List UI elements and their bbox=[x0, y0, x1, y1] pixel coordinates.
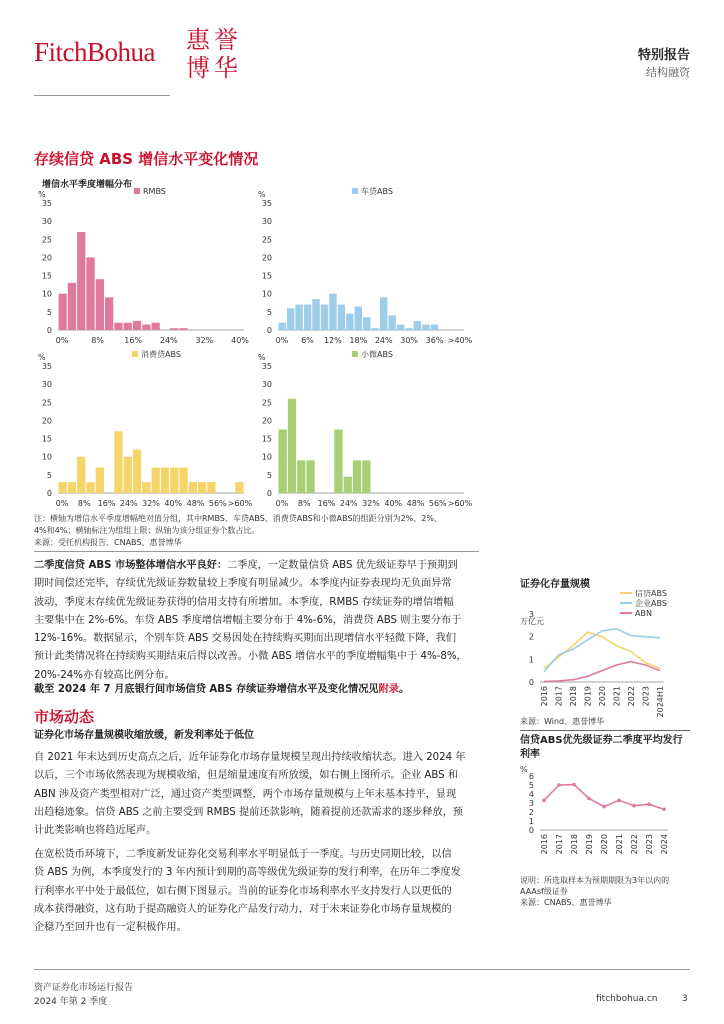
y-tick-label: 20 bbox=[261, 253, 272, 263]
paragraph-line: 12%-16%。数据显示，个别车贷 ABS 交易因处在持续购买期而出现增信水平轻微下降，我们 bbox=[34, 633, 457, 645]
paragraph-line: ABN 涉及资产类型相对广泛，通过资产类型调整，两个市场存量规模与上年末基本持平，显现 bbox=[34, 788, 457, 800]
legend-label: ABN bbox=[635, 609, 652, 618]
y-tick-label: 5 bbox=[46, 307, 52, 317]
histogram-bar bbox=[235, 482, 243, 493]
x-tick-label: 24% bbox=[119, 499, 138, 508]
histogram-bar bbox=[422, 325, 429, 330]
data-point bbox=[587, 797, 591, 801]
histogram-bar bbox=[295, 305, 302, 330]
x-tick-label: 2017 bbox=[555, 834, 564, 855]
y-tick-label: 0 bbox=[528, 826, 534, 835]
chart-note-line2: 4%和4%；横轴标注为组组上限；纵轴为该分组证券个数占比。 bbox=[34, 526, 260, 535]
x-tick-label: 2020 bbox=[598, 686, 607, 707]
rate-chart-title: 信贷ABS优先级证券二季度平均发行利率 bbox=[520, 735, 683, 760]
enhancement-paragraph bbox=[34, 557, 479, 685]
data-point bbox=[557, 783, 561, 787]
y-tick-label: 3 bbox=[528, 799, 534, 808]
x-tick-label: 2024 bbox=[660, 834, 669, 855]
rate-chart-note2: AAAsf级证券 bbox=[520, 887, 568, 896]
paragraph-line: 二季度，一定数量信贷 ABS 优先级证券早于预期到 bbox=[227, 560, 458, 571]
histogram-bar bbox=[363, 317, 370, 330]
x-tick-label: 16% bbox=[317, 499, 336, 508]
y-tick-label: 15 bbox=[41, 434, 52, 444]
footer-period: 2024 年第 2 季度 bbox=[34, 997, 108, 1007]
paragraph-line: 企稳乃至回升也有一定积极作用。 bbox=[34, 922, 187, 934]
series-line bbox=[544, 662, 660, 682]
page-number: 3 bbox=[682, 994, 688, 1004]
histogram-bar bbox=[338, 305, 345, 330]
legend-label: RMBS bbox=[143, 187, 166, 196]
histogram-bar bbox=[329, 294, 336, 330]
logo-divider bbox=[34, 95, 170, 96]
y-tick-label: 35 bbox=[41, 199, 52, 208]
x-tick-label: 0% bbox=[55, 499, 69, 508]
x-tick-label: 2022 bbox=[627, 686, 636, 707]
x-tick-label: 8% bbox=[91, 336, 104, 345]
y-axis-unit: % bbox=[38, 353, 46, 362]
chart-source: 来源：受托机构报告、CNABS、惠誉博华 bbox=[34, 538, 182, 547]
histogram-bar bbox=[59, 482, 67, 493]
appendix-reference bbox=[34, 681, 479, 699]
histogram-bar bbox=[321, 305, 328, 330]
market-paragraph-2 bbox=[34, 846, 479, 937]
y-tick-label: 10 bbox=[261, 289, 272, 299]
histogram-bar bbox=[287, 308, 294, 330]
histogram-bar bbox=[431, 325, 438, 330]
histogram-bar bbox=[105, 297, 113, 330]
paragraph-line: 出趋稳迹象。信贷 ABS 之前主要受到 RMBS 提前还款影响，随着提前还款需求的逐步释放，预 bbox=[34, 806, 464, 818]
paragraph-line: 贷 ABS 为例，本季度发行的 3 年内预计到期的高等级优先级证券的发行利率，在历年二季度发 bbox=[34, 867, 461, 879]
paragraph-line: 行利率水平中处于最低位，如右侧下图显示。当前的证券化市场利率水平支持发行人以更低的 bbox=[34, 885, 452, 897]
x-tick-label: 2018 bbox=[570, 834, 579, 855]
paragraph-line: 主要集中在 2%-6%。车贷 ABS 季度增信增幅主要分布于 4%-6%，消费贷 ABS 则主要分布于 bbox=[34, 614, 462, 626]
x-tick-label: 2021 bbox=[612, 686, 622, 707]
histogram-bar bbox=[288, 399, 296, 493]
y-tick-label: 25 bbox=[41, 398, 52, 408]
section-title-enhancement: 存续信贷 ABS 增信水平变化情况 bbox=[34, 150, 259, 168]
histogram-bar bbox=[77, 232, 85, 330]
histogram-bar bbox=[152, 468, 160, 493]
y-tick-label: 20 bbox=[261, 416, 272, 426]
y-tick-label: 30 bbox=[261, 380, 272, 390]
legend-swatch bbox=[352, 351, 358, 357]
y-tick-label: 2 bbox=[528, 808, 534, 817]
stock-size-chart bbox=[516, 590, 692, 718]
histogram-bar bbox=[405, 328, 412, 330]
x-tick-label: 18% bbox=[349, 336, 368, 345]
chart-group-title: 增信水平季度增幅分布 bbox=[42, 180, 133, 190]
x-tick-label: 2021 bbox=[615, 834, 624, 855]
histogram-bar bbox=[86, 482, 94, 493]
histogram-bar bbox=[133, 321, 141, 330]
x-tick-label: 2023 bbox=[641, 686, 651, 707]
histogram-bar bbox=[304, 305, 311, 330]
company-logo: FitchBohua bbox=[34, 37, 155, 67]
histogram-bar bbox=[372, 328, 379, 330]
y-tick-label: 5 bbox=[528, 781, 534, 790]
section-subtitle: 证券化市场存量规模收缩放缓，新发利率处于低位 bbox=[34, 730, 254, 741]
y-tick-label: 0 bbox=[46, 489, 52, 498]
histogram-bar bbox=[362, 460, 370, 493]
x-tick-label: >60% bbox=[447, 499, 473, 508]
histogram-bar bbox=[59, 294, 67, 330]
y-axis-unit: 万亿元 bbox=[520, 617, 544, 626]
x-tick-label: >60% bbox=[227, 499, 253, 508]
x-tick-label: 0% bbox=[275, 336, 289, 345]
x-tick-label: 6% bbox=[301, 336, 314, 345]
y-tick-label: 0 bbox=[266, 489, 272, 498]
histogram-bar bbox=[96, 468, 104, 493]
x-tick-label: 2019 bbox=[585, 834, 594, 855]
y-tick-label: 25 bbox=[261, 235, 272, 245]
histogram-bar bbox=[124, 457, 132, 493]
histogram-bar bbox=[279, 323, 286, 330]
x-tick-label: 48% bbox=[406, 499, 425, 508]
footer-divider bbox=[34, 969, 690, 970]
legend-swatch bbox=[352, 188, 358, 194]
histogram-bar bbox=[179, 328, 187, 330]
histogram-bar bbox=[179, 468, 187, 493]
y-tick-label: 30 bbox=[41, 217, 52, 227]
y-tick-label: 25 bbox=[261, 398, 272, 408]
histogram-bar bbox=[306, 460, 314, 493]
histogram-bar bbox=[68, 482, 76, 493]
legend-label: 车贷ABS bbox=[361, 187, 393, 196]
histogram-bar bbox=[161, 468, 169, 493]
issue-rate-chart bbox=[516, 760, 692, 872]
footer-report-name: 资产证券化市场运行报告 bbox=[34, 983, 134, 993]
y-tick-label: 15 bbox=[41, 271, 52, 281]
y-tick-label: 0 bbox=[528, 678, 534, 687]
x-tick-label: 2024H1 bbox=[656, 686, 665, 718]
histogram-bar bbox=[198, 482, 206, 493]
x-tick-label: 16% bbox=[124, 336, 143, 345]
x-tick-label: 8% bbox=[297, 499, 311, 508]
x-tick-label: 40% bbox=[384, 499, 403, 508]
x-tick-label: 30% bbox=[400, 336, 419, 345]
footer-website[interactable]: fitchbohua.cn bbox=[596, 994, 658, 1004]
y-tick-label: 10 bbox=[41, 289, 52, 299]
paragraph-line: 以后，三个市场依然表现为规模收缩，但是缩量速度有所放缓，如右侧上图所示。企业 ABS 和 bbox=[34, 770, 459, 782]
x-tick-label: 24% bbox=[339, 499, 358, 508]
histogram-bar bbox=[388, 315, 395, 330]
y-tick-label: 35 bbox=[261, 199, 272, 208]
legend-swatch bbox=[134, 188, 140, 194]
x-tick-label: 40% bbox=[164, 499, 183, 508]
divider bbox=[520, 730, 690, 731]
paragraph-line: 在宽松货币环境下，二季度新发证券化交易利率水平明显低于一季度。与历史同期比较，以信 bbox=[34, 849, 452, 860]
histogram-bar bbox=[353, 460, 361, 493]
x-tick-label: 32% bbox=[362, 499, 380, 508]
x-tick-label: 2017 bbox=[554, 686, 564, 707]
x-tick-label: 24% bbox=[374, 336, 393, 345]
histogram-bar bbox=[312, 299, 319, 330]
seal-char: 华 bbox=[214, 54, 238, 82]
x-tick-label: 2023 bbox=[645, 834, 654, 855]
data-point bbox=[647, 803, 651, 807]
y-tick-label: 5 bbox=[46, 470, 52, 480]
data-point bbox=[662, 808, 666, 812]
x-tick-label: 16% bbox=[97, 499, 116, 508]
histogram-panel bbox=[34, 185, 474, 515]
seal-char: 惠 bbox=[186, 26, 210, 54]
data-point bbox=[617, 799, 621, 803]
histogram-bar bbox=[334, 430, 342, 494]
x-tick-label: 32% bbox=[195, 336, 214, 345]
report-subtype: 结构融资 bbox=[646, 66, 690, 79]
paragraph-line: 期时间偿还完毕，存续优先级证券数量较上季度有明显减少。本季度内证券表现均无负面异常 bbox=[34, 578, 452, 590]
histogram-bar bbox=[170, 468, 178, 493]
histogram-bar bbox=[346, 314, 353, 330]
series-line bbox=[544, 632, 660, 668]
x-tick-label: 36% bbox=[425, 336, 444, 345]
appendix-end: 。 bbox=[398, 684, 410, 695]
y-tick-label: 20 bbox=[41, 416, 52, 426]
x-tick-label: 56% bbox=[208, 499, 227, 508]
x-tick-label: 2016 bbox=[540, 686, 549, 707]
y-tick-label: 5 bbox=[266, 470, 272, 480]
histogram-bar bbox=[189, 482, 197, 493]
data-point bbox=[572, 783, 576, 787]
legend-label: 企业ABS bbox=[635, 599, 667, 608]
y-tick-label: 15 bbox=[261, 271, 272, 281]
paragraph-line: 20%-24%亦有较高比例分布。 bbox=[34, 669, 175, 681]
y-axis-unit: % bbox=[258, 190, 266, 199]
x-tick-label: 2016 bbox=[540, 834, 549, 855]
appendix-link[interactable]: 附录 bbox=[378, 684, 399, 695]
chart-note-line1: 注：横轴为增信水平季度增幅绝对值分组，其中RMBS、车贷ABS、消费贷ABS和小微ABS的组距分别为2%、2%、 bbox=[34, 514, 442, 523]
series-line bbox=[544, 629, 660, 672]
paragraph-line: 波动，季度末存续优先级证券获得的信用支持有所增加。本季度，RMBS 存续证券的增信增幅 bbox=[34, 596, 454, 608]
seal-char: 博 bbox=[186, 54, 210, 82]
data-point bbox=[632, 804, 636, 808]
histogram-bar bbox=[96, 279, 104, 330]
x-tick-label: >40% bbox=[447, 336, 473, 345]
histogram-bar bbox=[380, 297, 387, 330]
x-tick-label: 12% bbox=[323, 336, 342, 345]
paragraph-lead: 二季度信贷 ABS 市场整体增信水平良好： bbox=[34, 560, 228, 571]
stock-chart-source: 来源：Wind、惠誉博华 bbox=[520, 717, 605, 726]
histogram-bar bbox=[124, 323, 132, 330]
y-tick-label: 3 bbox=[528, 610, 534, 619]
histogram-bar bbox=[114, 323, 122, 330]
appendix-text: 截至 2024 年 7 月底银行间市场信贷 ABS 存续证券增信水平及变化情况见 bbox=[34, 684, 379, 695]
histogram-bar bbox=[77, 457, 85, 493]
legend-label: 小微ABS bbox=[361, 350, 393, 359]
histogram-bar bbox=[114, 431, 122, 493]
y-axis-unit: % bbox=[38, 190, 46, 199]
stock-chart-title: 证券化存量规模 bbox=[520, 579, 590, 590]
y-tick-label: 0 bbox=[266, 326, 272, 335]
y-tick-label: 30 bbox=[41, 380, 52, 390]
histogram-bar bbox=[152, 323, 160, 330]
histogram-bar bbox=[344, 477, 352, 493]
y-tick-label: 1 bbox=[528, 817, 534, 826]
histogram-bar bbox=[142, 325, 150, 330]
seal-char: 誉 bbox=[214, 26, 238, 54]
x-tick-label: 2018 bbox=[569, 686, 578, 707]
x-tick-label: 56% bbox=[428, 499, 447, 508]
data-point bbox=[602, 805, 606, 809]
histogram-bar bbox=[279, 430, 287, 494]
y-tick-label: 10 bbox=[261, 452, 272, 462]
y-axis-unit: % bbox=[258, 353, 266, 362]
legend-swatch bbox=[132, 351, 138, 357]
paragraph-line: 计此类影响也将趋近尾声。 bbox=[34, 825, 157, 837]
x-tick-label: 0% bbox=[55, 336, 69, 345]
histogram-bar bbox=[414, 321, 421, 330]
histogram-bar bbox=[86, 257, 94, 330]
y-axis-unit: % bbox=[520, 765, 528, 774]
paragraph-line: 自 2021 年末达到历史高点之后，近年证券化市场存量规模呈现出持续收缩状态。进入 2024 年 bbox=[34, 752, 466, 763]
y-tick-label: 30 bbox=[261, 217, 272, 227]
y-tick-label: 15 bbox=[261, 434, 272, 444]
y-tick-label: 1 bbox=[528, 655, 534, 665]
legend-label: 消费贷ABS bbox=[141, 350, 181, 359]
histogram-bar bbox=[142, 482, 150, 493]
y-tick-label: 5 bbox=[266, 307, 272, 317]
section-title-market: 市场动态 bbox=[34, 708, 95, 726]
y-tick-label: 10 bbox=[41, 452, 52, 462]
x-tick-label: 24% bbox=[159, 336, 178, 345]
y-tick-label: 0 bbox=[46, 326, 52, 335]
x-tick-label: 48% bbox=[186, 499, 205, 508]
brand-seal bbox=[180, 24, 244, 88]
paragraph-line: 成本获得融资，这有助于提高融资人的证券化产品发行动力，对于未来证券化市场存量规模的 bbox=[34, 903, 452, 915]
x-tick-label: 0% bbox=[275, 499, 289, 508]
x-tick-label: 2022 bbox=[630, 834, 639, 855]
y-tick-label: 35 bbox=[41, 362, 52, 371]
x-tick-label: 32% bbox=[142, 499, 160, 508]
histogram-bar bbox=[68, 283, 76, 330]
histogram-bar bbox=[397, 325, 404, 330]
market-paragraph-1 bbox=[34, 749, 479, 840]
histogram-bar bbox=[355, 306, 362, 330]
y-tick-label: 35 bbox=[261, 362, 272, 371]
y-tick-label: 25 bbox=[41, 235, 52, 245]
y-tick-label: 4 bbox=[528, 790, 534, 799]
y-tick-label: 20 bbox=[41, 253, 52, 263]
rate-chart-note1: 说明：所选取样本为预期期限为3年以内的 bbox=[520, 876, 670, 885]
histogram-bar bbox=[170, 328, 178, 330]
histogram-bar bbox=[207, 482, 215, 493]
rate-chart-source: 来源：CNABS、惠誉博华 bbox=[520, 898, 612, 907]
x-tick-label: 2019 bbox=[583, 686, 593, 707]
y-tick-label: 6 bbox=[528, 772, 534, 781]
histogram-bar bbox=[297, 460, 305, 493]
paragraph-line: 预计此类情况将在持续购买期结束后得以改善。小微 ABS 增信水平的季度增幅集中于 4%-8%， bbox=[34, 651, 467, 663]
report-type: 特别报告 bbox=[637, 48, 690, 63]
x-tick-label: 40% bbox=[231, 336, 249, 345]
x-tick-label: 8% bbox=[77, 499, 91, 508]
legend-label: 信贷ABS bbox=[635, 590, 667, 598]
histogram-bar bbox=[133, 449, 141, 493]
x-tick-label: 2020 bbox=[600, 834, 609, 855]
divider bbox=[34, 551, 479, 552]
data-point bbox=[542, 799, 546, 803]
y-tick-label: 2 bbox=[528, 632, 534, 642]
